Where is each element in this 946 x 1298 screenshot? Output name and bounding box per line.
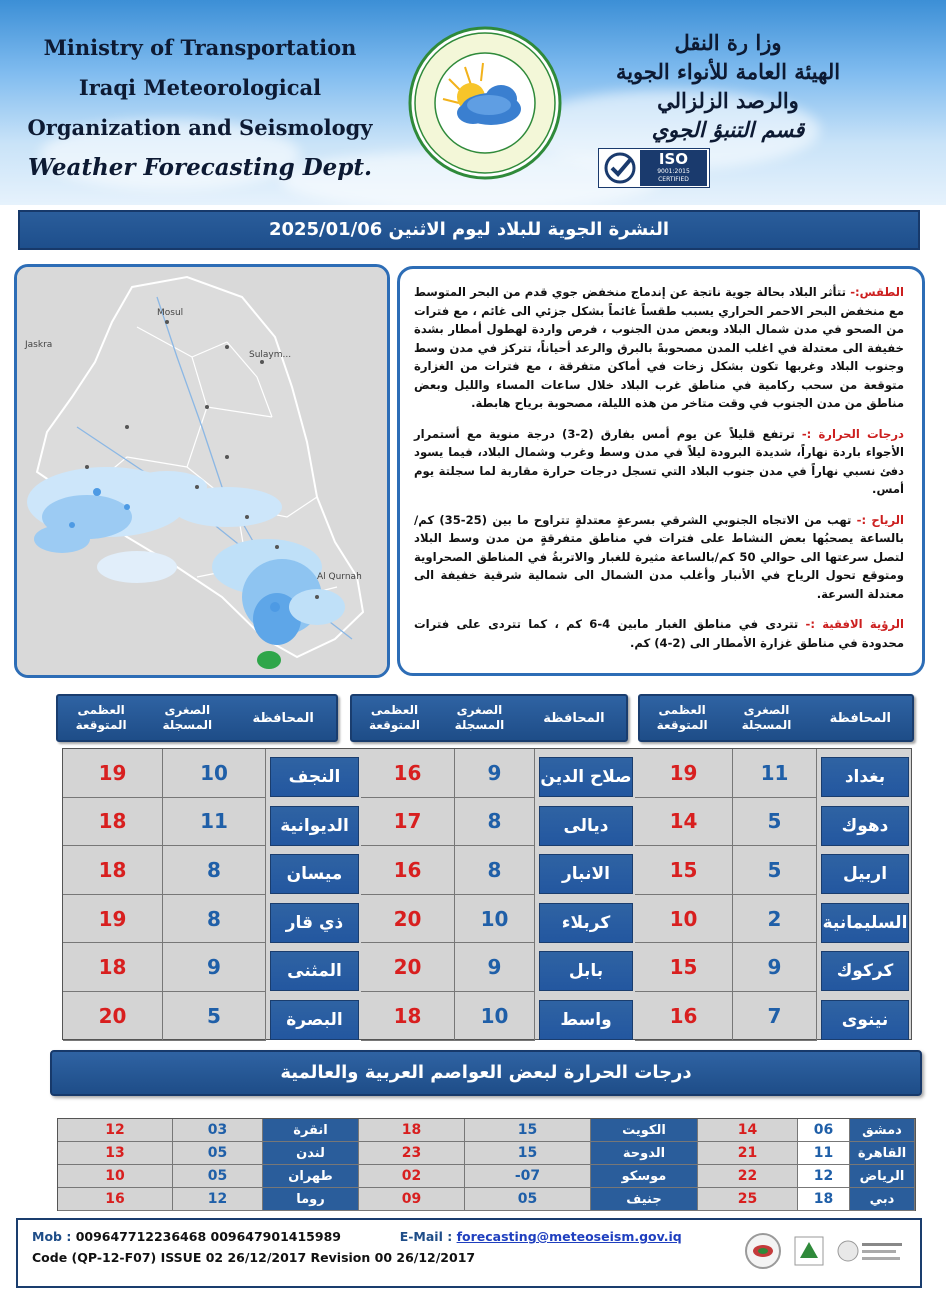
- capital-name: الدوحة: [591, 1142, 698, 1165]
- recorded-min-temp: 9: [163, 943, 266, 992]
- forecast-max-temp: 15: [635, 846, 733, 895]
- storm-cell: [257, 651, 281, 669]
- capital-min-temp: 15: [465, 1142, 591, 1165]
- contact-line: [32, 1229, 682, 1244]
- dept-name-en: Weather Forecasting Dept.: [27, 154, 373, 181]
- header-max: العظمى المتوقعة: [75, 703, 127, 732]
- capital-name: القاهرة: [850, 1142, 915, 1165]
- footer-logos: [744, 1232, 906, 1270]
- forecast-max-temp: 18: [63, 943, 163, 992]
- capital-max-temp: 25: [698, 1188, 798, 1211]
- recorded-min-temp: 9: [455, 943, 535, 992]
- capital-min-temp: 12: [173, 1188, 263, 1211]
- province-name: كربلاء: [539, 903, 633, 943]
- capital-max-temp: 18: [359, 1119, 465, 1142]
- table-row: [63, 749, 911, 798]
- capitals-temperature-table: [57, 1118, 916, 1211]
- province-name: النجف: [270, 757, 359, 797]
- capital-min-temp: 12: [798, 1165, 850, 1188]
- capital-max-temp: 13: [58, 1142, 173, 1165]
- table-row: [58, 1119, 915, 1142]
- forecast-max-temp: 14: [635, 798, 733, 847]
- province-name: الانبار: [539, 854, 633, 894]
- capital-min-temp: 05: [173, 1165, 263, 1188]
- province-name: اربيل: [821, 854, 909, 894]
- forecast-max-temp: 18: [361, 992, 455, 1041]
- province-name: ذي قار: [270, 903, 359, 943]
- province-name: نينوى: [821, 1000, 909, 1040]
- table-row: [63, 943, 911, 992]
- forecast-max-temp: 20: [63, 992, 163, 1041]
- iso-label: ISO: [658, 150, 689, 168]
- column-header-group: [638, 694, 914, 742]
- capital-name: انقرة: [263, 1119, 359, 1142]
- recorded-min-temp: 7: [733, 992, 817, 1041]
- iso-label-box: [640, 150, 707, 186]
- capital-name: موسكو: [591, 1165, 698, 1188]
- table-row: [58, 1165, 915, 1188]
- forecast-text-panel: [397, 266, 925, 676]
- header-min: الصغرى المسجلة: [162, 703, 213, 732]
- recorded-min-temp: 5: [163, 992, 266, 1041]
- org-name-ar-2: والرصد الزلزالي: [657, 88, 799, 113]
- weather-label: الطقس:-: [850, 285, 904, 299]
- mobile-numbers: 009647712236468 009647901415989: [75, 1229, 341, 1244]
- table-row: [58, 1188, 915, 1211]
- province-name: ديالى: [539, 806, 633, 846]
- recorded-min-temp: 11: [163, 798, 266, 847]
- weather-radar-map: [14, 264, 390, 678]
- capital-max-temp: 16: [58, 1188, 173, 1211]
- ministry-name-ar: وزا رة النقل: [674, 30, 782, 55]
- wind-label: الرياح :-: [856, 512, 904, 527]
- capital-min-temp: 03: [173, 1119, 263, 1142]
- recorded-min-temp: 5: [733, 798, 817, 847]
- iraq-map-graphic: [17, 267, 387, 675]
- forecast-max-temp: 19: [635, 749, 733, 798]
- recorded-min-temp: 8: [163, 846, 266, 895]
- province-name: المثنى: [270, 951, 359, 991]
- table-row: [63, 798, 911, 847]
- table-row: [63, 992, 911, 1041]
- header-min: الصغرى المسجلة: [454, 703, 505, 732]
- bulletin-title: النشرة الجوية للبلاد ليوم الاثنين 2025/01/06: [18, 210, 920, 250]
- forecast-max-temp: 18: [63, 798, 163, 847]
- province-name: البصرة: [270, 1000, 359, 1040]
- email-label: E-Mail :: [399, 1229, 453, 1244]
- province-name: ميسان: [270, 854, 359, 894]
- capital-min-temp: -07: [465, 1165, 591, 1188]
- visibility-paragraph: [414, 615, 904, 652]
- capital-max-temp: 23: [359, 1142, 465, 1165]
- page-footer: [16, 1218, 922, 1288]
- recorded-min-temp: 10: [455, 895, 535, 944]
- province-name: بابل: [539, 951, 633, 991]
- capitals-title: درجات الحرارة لبعض العواصم العربية والعالمية: [50, 1050, 922, 1096]
- svg-text:Sulaym...: Sulaym...: [249, 350, 292, 360]
- forecast-max-temp: 10: [635, 895, 733, 944]
- org-name-en-2: Organization and Seismology: [27, 115, 373, 140]
- forecast-max-temp: 19: [63, 749, 163, 798]
- forecast-max-temp: 19: [63, 895, 163, 944]
- province-name: بغداد: [821, 757, 909, 797]
- capital-min-temp: 11: [798, 1142, 850, 1165]
- iso-check-icon: [602, 151, 638, 185]
- capital-name: جنيف: [591, 1188, 698, 1211]
- recorded-min-temp: 9: [455, 749, 535, 798]
- svg-text:Jaskra: Jaskra: [25, 340, 53, 350]
- organization-logo: [408, 26, 562, 180]
- mobile-label: Mob :: [32, 1229, 72, 1244]
- capital-name: دبي: [850, 1188, 915, 1211]
- recorded-min-temp: 2: [733, 895, 817, 944]
- recorded-min-temp: 8: [163, 895, 266, 944]
- footer-seal-icon: [744, 1232, 782, 1270]
- iso-certification-badge: [598, 148, 710, 188]
- document-code: Code (QP-12-F07) ISSUE 02 26/12/2017 Revision 00 26/12/2017: [32, 1250, 476, 1265]
- temperature-label: درجات الحرارة :-: [801, 426, 904, 441]
- footer-org-logo-icon: [836, 1234, 906, 1268]
- forecast-max-temp: 20: [361, 943, 455, 992]
- capital-max-temp: 10: [58, 1165, 173, 1188]
- visibility-label: الرؤية الافقية :-: [805, 617, 904, 631]
- header-province: المحافظة: [543, 710, 605, 726]
- temperature-text: ترتفع قليلاً عن يوم أمس بفارق (2-3) درجة منوية مع أستمرار الأجواء باردة نهاراً، شديدة البرودة ليلاً في مدن وسط وغرب وشمال البلاد، فيما يسود دفئ نسبي نهاراً في مدن جنوب البلاد التي تسجل درجات حرارة مقاربة لما سجلتة يوم أمس.: [414, 426, 904, 496]
- table-row: [63, 846, 911, 895]
- header-min: الصغرى المسجلة: [741, 703, 792, 732]
- recorded-min-temp: 8: [455, 846, 535, 895]
- capital-min-temp: 06: [798, 1119, 850, 1142]
- capital-max-temp: 14: [698, 1119, 798, 1142]
- province-name: صلاح الدين: [539, 757, 633, 797]
- capital-name: الرياض: [850, 1165, 915, 1188]
- capital-max-temp: 09: [359, 1188, 465, 1211]
- recorded-min-temp: 11: [733, 749, 817, 798]
- email-link[interactable]: forecasting@meteoseism.gov.iq: [456, 1229, 682, 1244]
- capital-max-temp: 21: [698, 1142, 798, 1165]
- forecast-max-temp: 16: [361, 749, 455, 798]
- capital-name: طهران: [263, 1165, 359, 1188]
- forecast-max-temp: 16: [361, 846, 455, 895]
- iso-certified: CERTIFIED: [658, 176, 689, 183]
- footer-emblem-icon: [792, 1234, 826, 1268]
- iso-standard: 9001:2015: [657, 168, 690, 175]
- table-row: [58, 1142, 915, 1165]
- capital-min-temp: 05: [465, 1188, 591, 1211]
- header-arabic: [598, 28, 858, 144]
- province-name: دهوك: [821, 806, 909, 846]
- page-header: [0, 0, 946, 205]
- forecast-max-temp: 17: [361, 798, 455, 847]
- capital-max-temp: 22: [698, 1165, 798, 1188]
- capital-min-temp: 18: [798, 1188, 850, 1211]
- weather-text: تتأثر البلاد بحالة جوية ناتجة عن إندماج منخفض جوي قدم من البحر المتوسط مع منخفض البحر الاحمر الحراري يسبب طقساً غائماً بشكل جزئي الى غائم ، مع فترات من الصحو في مدن شمال البلاد وبعض مدن الجنوب ، فرص واردة لهطول أمطار بشدة خفيفة الى معتدلة في اغلب المدن مصحوبةً بالبرق والرعد أحياناً، تتركز في مدن وسط وجنوب البلاد وغربها تكون بشكل زخات في أماكن متفرقة ، مع فترات من الغزارة متوقعة من سحب ركامية في مناطق غرب البلاد خلال ساعات المساء والليل وبعض مناطق من مدن الجنوب في وقت متاخر من هذه الليلة، مصحوبة برياح هابطة.: [414, 285, 904, 410]
- province-name: الديوانية: [270, 806, 359, 846]
- capital-name: دمشق: [850, 1119, 915, 1142]
- province-name: السليمانية: [821, 903, 909, 943]
- province-name: واسط: [539, 1000, 633, 1040]
- header-max: العظمى المتوقعة: [656, 703, 708, 732]
- iraq-city-temperature-table: [62, 748, 912, 1040]
- org-name-ar-1: الهيئة العامة للأنواء الجوية: [615, 59, 841, 84]
- org-name-en-1: Iraqi Meteorological: [78, 75, 322, 100]
- recorded-min-temp: 10: [455, 992, 535, 1041]
- header-max: العظمى المتوقعة: [368, 703, 420, 732]
- capital-max-temp: 12: [58, 1119, 173, 1142]
- svg-text:Mosul: Mosul: [157, 308, 184, 318]
- forecast-max-temp: 18: [63, 846, 163, 895]
- capital-name: لندن: [263, 1142, 359, 1165]
- wind-text: تهب من الاتجاه الجنوبي الشرقي بسرعةٍ معتدلةٍ تتراوح ما بين (25-35) كم/ بالساعة يصحبُها بعض النشاط على فترات في مناطق متفرقةٍ من مدن وسط البلاد لتصل سرعتها الى حوالي 50 كم/بالساعة مثيرة للغبار والاتربةُ في المناطق الصحراوية ومتوقع تحول الرياح في الأنبار وأغلب مدن الشمال الى شمالية شرقية خفيفة الى معتدلة السرعة.: [414, 512, 904, 601]
- recorded-min-temp: 5: [733, 846, 817, 895]
- header-english: [20, 28, 380, 188]
- recorded-min-temp: 9: [733, 943, 817, 992]
- dept-name-ar: قسم التنبؤ الجوي: [651, 117, 805, 142]
- capital-name: روما: [263, 1188, 359, 1211]
- wind-paragraph: [414, 511, 904, 604]
- capital-min-temp: 05: [173, 1142, 263, 1165]
- column-header-group: [350, 694, 628, 742]
- visibility-text: تتردى في مناطق الغبار مابين 4-6 كم ، كما تتردى على فترات محدودة في مناطق غزارة الأمطار الى (2-4) كم.: [414, 617, 904, 650]
- recorded-min-temp: 10: [163, 749, 266, 798]
- table-row: [63, 895, 911, 944]
- capital-min-temp: 15: [465, 1119, 591, 1142]
- ministry-name-en: Ministry of Transportation: [43, 35, 357, 60]
- capital-name: الكويت: [591, 1119, 698, 1142]
- province-name: كركوك: [821, 951, 909, 991]
- header-province: المحافظة: [252, 710, 314, 726]
- svg-text:Al Qurnah: Al Qurnah: [317, 572, 362, 582]
- forecast-max-temp: 15: [635, 943, 733, 992]
- header-province: المحافظة: [829, 710, 892, 726]
- forecast-max-temp: 20: [361, 895, 455, 944]
- column-header-group: [56, 694, 338, 742]
- forecast-max-temp: 16: [635, 992, 733, 1041]
- temperature-paragraph: [414, 425, 904, 499]
- weather-paragraph: [414, 283, 904, 413]
- recorded-min-temp: 8: [455, 798, 535, 847]
- capital-max-temp: 02: [359, 1165, 465, 1188]
